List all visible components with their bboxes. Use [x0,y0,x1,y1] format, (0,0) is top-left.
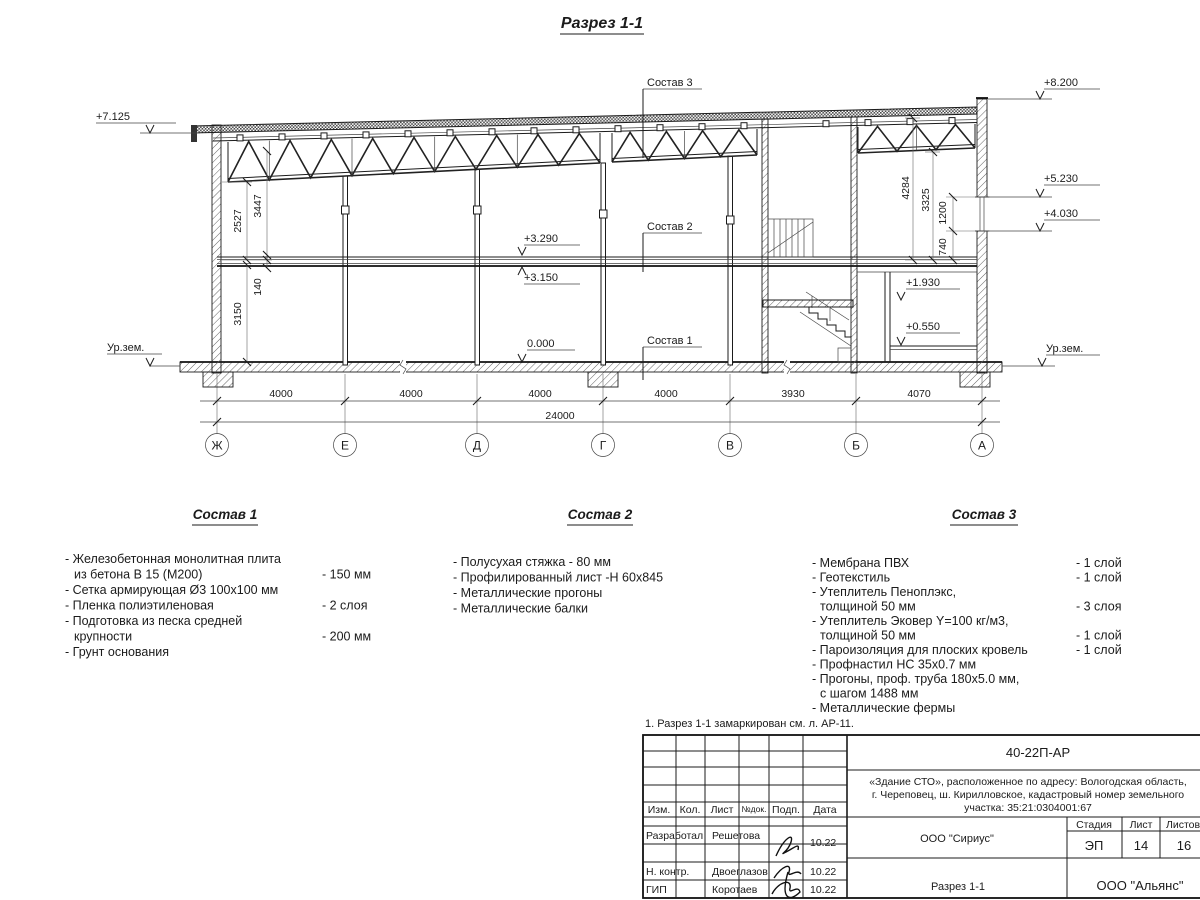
composition-2-title: Состав 2 [567,507,633,522]
axis-v: В [725,438,735,453]
composition-1-title: Состав 1 [192,507,258,522]
elevation-arrow-icon [1038,358,1046,366]
svg-text:- 2 слоя: - 2 слоя [322,598,368,613]
svg-text:- Металлические фермы: - Металлические фермы [812,701,956,715]
tb-sheet-value: 14 [1133,838,1149,853]
axis-d: Д [472,438,482,453]
sheet-note: 1. Разрез 1-1 замаркирован см. л. АР-11. [645,718,854,730]
tb-name-2: Двоеглазов [712,866,768,878]
wall-axis-b [851,117,857,373]
svg-text:толщиной 50 мм: толщиной 50 мм [820,599,916,614]
tb-date-2: 10.22 [810,866,837,878]
tb-desc-2: г. Череповец, ш. Кирилловское, кадастровый номер земельного [871,789,1185,801]
elev-window-sill [988,208,1100,231]
tb-name-1: Решетова [712,830,761,842]
svg-text:0.000: 0.000 [527,338,555,350]
svg-text:+0.550: +0.550 [906,321,940,333]
elevation-arrow-icon [897,292,905,300]
truss-3 [858,124,975,153]
tb-col-ndok: №док. [741,804,767,814]
svg-text:+3.290: +3.290 [524,233,558,245]
tb-col-podp: Подп. [772,804,800,816]
columns [342,156,735,365]
ground-level-right [1038,343,1100,366]
tb-org1: ООО "Сириус" [920,833,994,845]
staircase [763,219,853,362]
tb-doc-number: 40-22П-АР [1005,745,1071,760]
svg-text:- Утеплитель Эковер Y=100 кг/м: - Утеплитель Эковер Y=100 кг/м3, [812,614,1009,628]
svg-text:+4.030: +4.030 [1044,208,1078,220]
tb-date-3: 10.22 [810,884,837,896]
svg-text:- 1 слой: - 1 слой [1076,628,1122,643]
ground-level-left [107,342,162,366]
elev-parapet [988,77,1100,99]
tb-sheet-title: Разрез 1-1 [930,881,986,893]
svg-text:- Сетка армирующая Ø3 100х100: - Сетка армирующая Ø3 100х100 мм [65,583,279,597]
tb-sheets-value: 16 [1176,838,1192,853]
callout-sostav2: Состав 2 [647,221,693,233]
tb-col-list: Лист [710,804,734,816]
svg-text:с шагом 1488 мм: с шагом 1488 мм [820,686,919,701]
tb-col-data: Дата [813,804,837,816]
svg-text:+8.200: +8.200 [1044,77,1078,89]
tb-role-1: Разработал [646,830,704,842]
bay-dim-1: 4000 [269,388,293,400]
wall-axis-zh [212,125,221,373]
elev-floor2-screed [518,233,580,255]
bay-dim-4: 4000 [654,388,678,400]
elev-roof-left [96,111,200,133]
bay-dim-2: 4000 [399,388,423,400]
svg-text:- Пленка полиэтиленовая: - Пленка полиэтиленовая [65,598,214,613]
dim-140: 140 [252,278,264,296]
axis-g: Г [599,438,607,453]
elevation-arrow-icon [1036,189,1044,197]
elevation-arrow-icon [1036,223,1044,231]
tb-col-kol: Кол. [679,804,701,816]
dim-3447: 3447 [252,194,264,218]
stair-landing [763,300,853,307]
elev-window-top [988,173,1100,197]
axis-bubbles [206,434,994,457]
svg-text:крупности: крупности [74,629,133,644]
roof [191,107,977,142]
svg-text:Ур.зем.: Ур.зем. [1046,343,1084,355]
elev-landing [897,277,960,300]
svg-text:- 150 мм: - 150 мм [322,567,372,582]
entry-step [838,348,851,362]
dim-2527: 2527 [232,209,244,233]
axis-b: Б [852,438,860,453]
dim-3150: 3150 [232,302,244,326]
tb-sheet-label: Лист [1129,819,1153,831]
tb-col-izm: Изм. [647,804,671,816]
svg-text:- 1 слой: - 1 слой [1076,556,1122,570]
svg-text:- Металлические балки: - Металлические балки [453,601,588,616]
roof-edge-detail [191,125,197,142]
svg-text:- Грунт основания: - Грунт основания [65,645,170,659]
elevation-arrow-icon [146,125,154,133]
dim-1200: 1200 [937,201,949,225]
bay-dim-6: 4070 [907,388,931,400]
dim-4284: 4284 [900,176,912,200]
axis-zh: Ж [211,438,223,453]
tb-date-1: 10.22 [810,837,837,849]
window-opening [975,197,989,231]
svg-text:+3.150: +3.150 [524,272,558,284]
tb-desc-1: «Здание СТО», расположенное по адресу: Вологодская область, [869,776,1187,788]
svg-text:- Утеплитель Пеноплэкс,: - Утеплитель Пеноплэкс, [812,585,957,599]
svg-text:+7.125: +7.125 [96,111,130,123]
elevation-arrow-icon [518,354,526,362]
tb-stage-label: Стадия [1076,819,1112,831]
composition-1 [65,507,371,659]
axis-e: Е [340,438,350,453]
dim-740: 740 [937,238,949,256]
section-drawing [96,77,1100,457]
bay-dim-5: 3930 [781,388,805,400]
svg-text:- 1 слой: - 1 слой [1076,643,1122,657]
elevation-arrow-icon [146,358,154,366]
svg-text:- Полусухая стяжка - 80 мм: - Полусухая стяжка - 80 мм [453,555,611,569]
svg-text:толщиной 50 мм: толщиной 50 мм [820,628,916,643]
svg-text:из бетона В 15 (М200): из бетона В 15 (М200) [74,567,203,582]
horizontal-dimensions [200,388,1000,426]
svg-text:- Мембрана ПВХ: - Мембрана ПВХ [812,556,910,570]
svg-text:- 3 слоя: - 3 слоя [1076,599,1122,614]
svg-text:- 200 мм: - 200 мм [322,629,372,644]
wall-axis-a [977,99,987,373]
tb-name-3: Коротаев [712,884,758,896]
svg-text:+1.930: +1.930 [906,277,940,289]
tb-org2: ООО "Альянс" [1096,878,1184,893]
elevation-arrow-icon [1036,91,1044,99]
tb-stage-value: ЭП [1084,838,1104,853]
composition-2 [453,507,663,616]
title-block [643,735,1200,898]
svg-text:- Подготовка из песка средней: - Подготовка из песка средней [65,614,243,628]
dim-3325: 3325 [920,188,932,212]
svg-text:- Пароизоляция для плоских кро: - Пароизоляция для плоских кровель [812,643,1028,657]
elev-entry [897,321,960,345]
callout-sostav3: Состав 3 [647,77,693,89]
composition-callouts [643,77,702,380]
svg-text:- Прогоны, проф. труба 180х5.0: - Прогоны, проф. труба 180х5.0 мм, [812,672,1020,686]
callout-sostav1: Состав 1 [647,335,693,347]
svg-text:- Геотекстиль: - Геотекстиль [812,570,891,585]
svg-text:+5.230: +5.230 [1044,173,1078,185]
elev-zero [518,338,575,362]
tb-role-3: ГИП [646,884,667,896]
elevation-arrow-icon [518,247,526,255]
svg-text:- Железобетонная монолитная п: - Железобетонная монолитная плита [65,552,281,566]
total-dim: 24000 [545,410,575,422]
svg-text:- 1 слой: - 1 слой [1076,570,1122,585]
stair-wall-left [762,119,768,373]
composition-3-title: Состав 3 [951,507,1017,522]
tb-desc-3: участка: 35:21:0304001:67 [964,802,1092,814]
bay-dim-3: 4000 [528,388,552,400]
stair-steps [800,307,851,337]
signature-marks [772,837,801,897]
svg-text:- Профилированный лист -Н 60х8: - Профилированный лист -Н 60х845 [453,570,664,585]
drawing-title: Разрез 1-1 [560,15,644,32]
truss-2 [612,129,757,162]
tb-role-2: Н. контр. [646,866,690,878]
axis-a: А [977,438,987,453]
svg-text:Ур.зем.: Ур.зем. [107,342,145,354]
svg-text:- Профнастил НС 35х0.7 мм: - Профнастил НС 35х0.7 мм [812,657,977,672]
elev-floor2 [518,267,580,284]
elevation-arrow-icon [897,337,905,345]
tb-sheets-label: Листов [1165,819,1200,831]
composition-3 [812,507,1122,715]
svg-text:- Металлические прогоны: - Металлические прогоны [453,586,603,600]
upper-flight [768,219,813,257]
second-floor-slab [217,257,977,272]
